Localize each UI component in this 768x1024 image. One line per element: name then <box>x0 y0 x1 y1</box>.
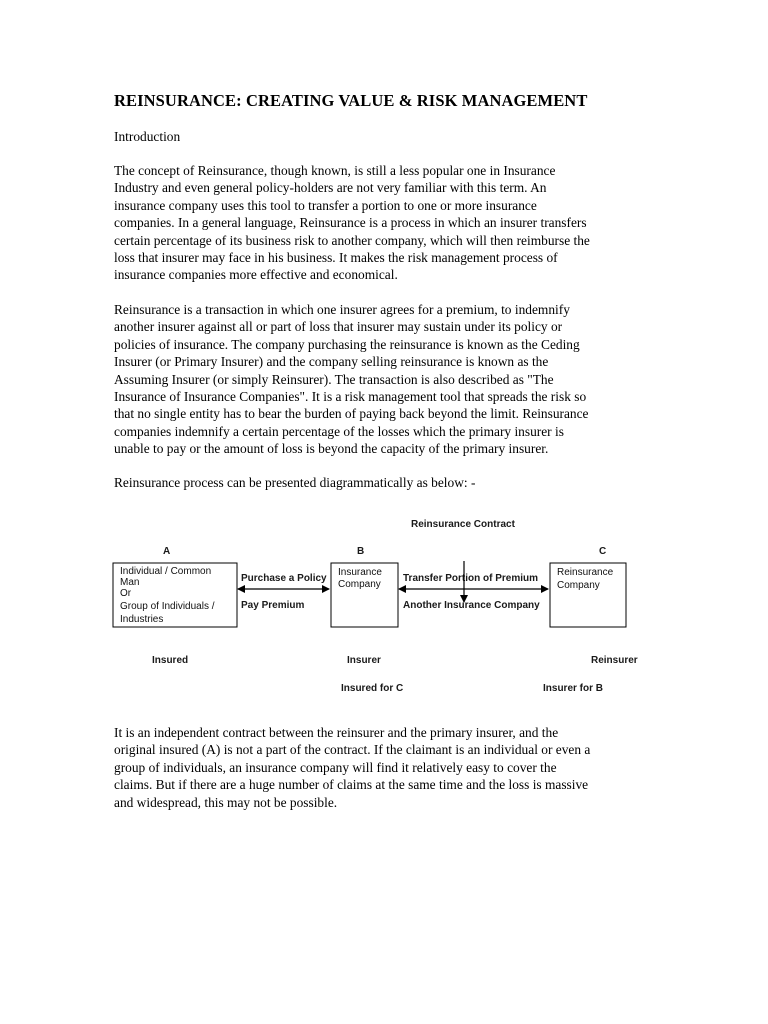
reinsurance-process-diagram <box>100 510 660 700</box>
paragraph-diagram-intro: Reinsurance process can be presented diagrammatically as below: - <box>114 475 476 490</box>
node-b-line-1: Insurance <box>338 567 382 578</box>
node-c-role: Reinsurer <box>591 655 638 666</box>
node-b-note: Insured for C <box>341 683 404 694</box>
node-c-note: Insurer for B <box>543 683 604 694</box>
node-a-line-1: Individual / Common <box>120 566 212 577</box>
node-a-line-2: Man <box>120 577 140 588</box>
intro-heading: Introduction <box>114 129 181 144</box>
reinsurance-contract-label: Reinsurance Contract <box>411 519 515 530</box>
paragraph-independent-contract: It is an independent contract between the reinsurer and the primary insurer, and the original insured (A) is not a part of the contract. If the claimant is an individual or even a group of individuals, an insurance company will find it relatively easy to cover the claims. But if there are a huge number of claims at the same time and the loss is massive and widespread, this may not be possible. <box>114 725 591 810</box>
node-a-line-5: Industries <box>120 614 164 625</box>
node-b-letter: B <box>357 546 365 557</box>
node-a-line-4: Group of Individuals / <box>120 601 215 612</box>
node-c-letter: C <box>599 546 607 557</box>
node-a-line-3: Or <box>120 588 132 599</box>
paragraph-transaction: Reinsurance is a transaction in which one insurer agrees for a premium, to indemnify another insurer against all or part of loss that insurer may sustain under its policy or policies of insurance. The company purchasing the reinsurance is known as the Ceding Insurer (or Primary Insurer) and the company selling reinsurance is known as the Assuming Insurer (or simply Reinsurer). The transaction is also described as "The Insurance of Insurance Companies". It is a risk management tool that spreads the risk so that no single entity has to bear the burden of paying back beyond the limit. Reinsurance companies indemnify a certain percentage of the losses which the primary insurer is unable to pay or the amount of loss is beyond the capacity of the primary insurer. <box>114 302 589 457</box>
paragraph-concept: The concept of Reinsurance, though known, is still a less popular one in Insurance Industry and even general policy-holders are not very familiar with this term. An insurance company uses this tool to transfer a portion to one or more insurance companies. In a general language, Reinsurance is a process in which an insurer transfers certain percentage of its business risk to another company, which will then reimburse the loss that insurer may face in his business. It makes the risk management process of insurance companies more effective and economical. <box>114 163 590 283</box>
link-ab-bottom-label: Pay Premium <box>241 600 305 611</box>
link-bc-bottom-label: Another Insurance Company <box>403 600 540 611</box>
node-a-role: Insured <box>152 655 189 666</box>
document-title: REINSURANCE: CREATING VALUE & RISK MANAGEMENT <box>114 91 588 110</box>
node-b-line-2: Company <box>338 579 381 590</box>
node-a-letter: A <box>163 546 171 557</box>
node-c-line-1: Reinsurance <box>557 567 614 578</box>
link-ab-top-label: Purchase a Policy <box>241 573 327 584</box>
link-bc-top-label: Transfer Portion of Premium <box>403 573 539 584</box>
node-c-line-2: Company <box>557 580 600 591</box>
node-b-role: Insurer <box>347 655 381 666</box>
